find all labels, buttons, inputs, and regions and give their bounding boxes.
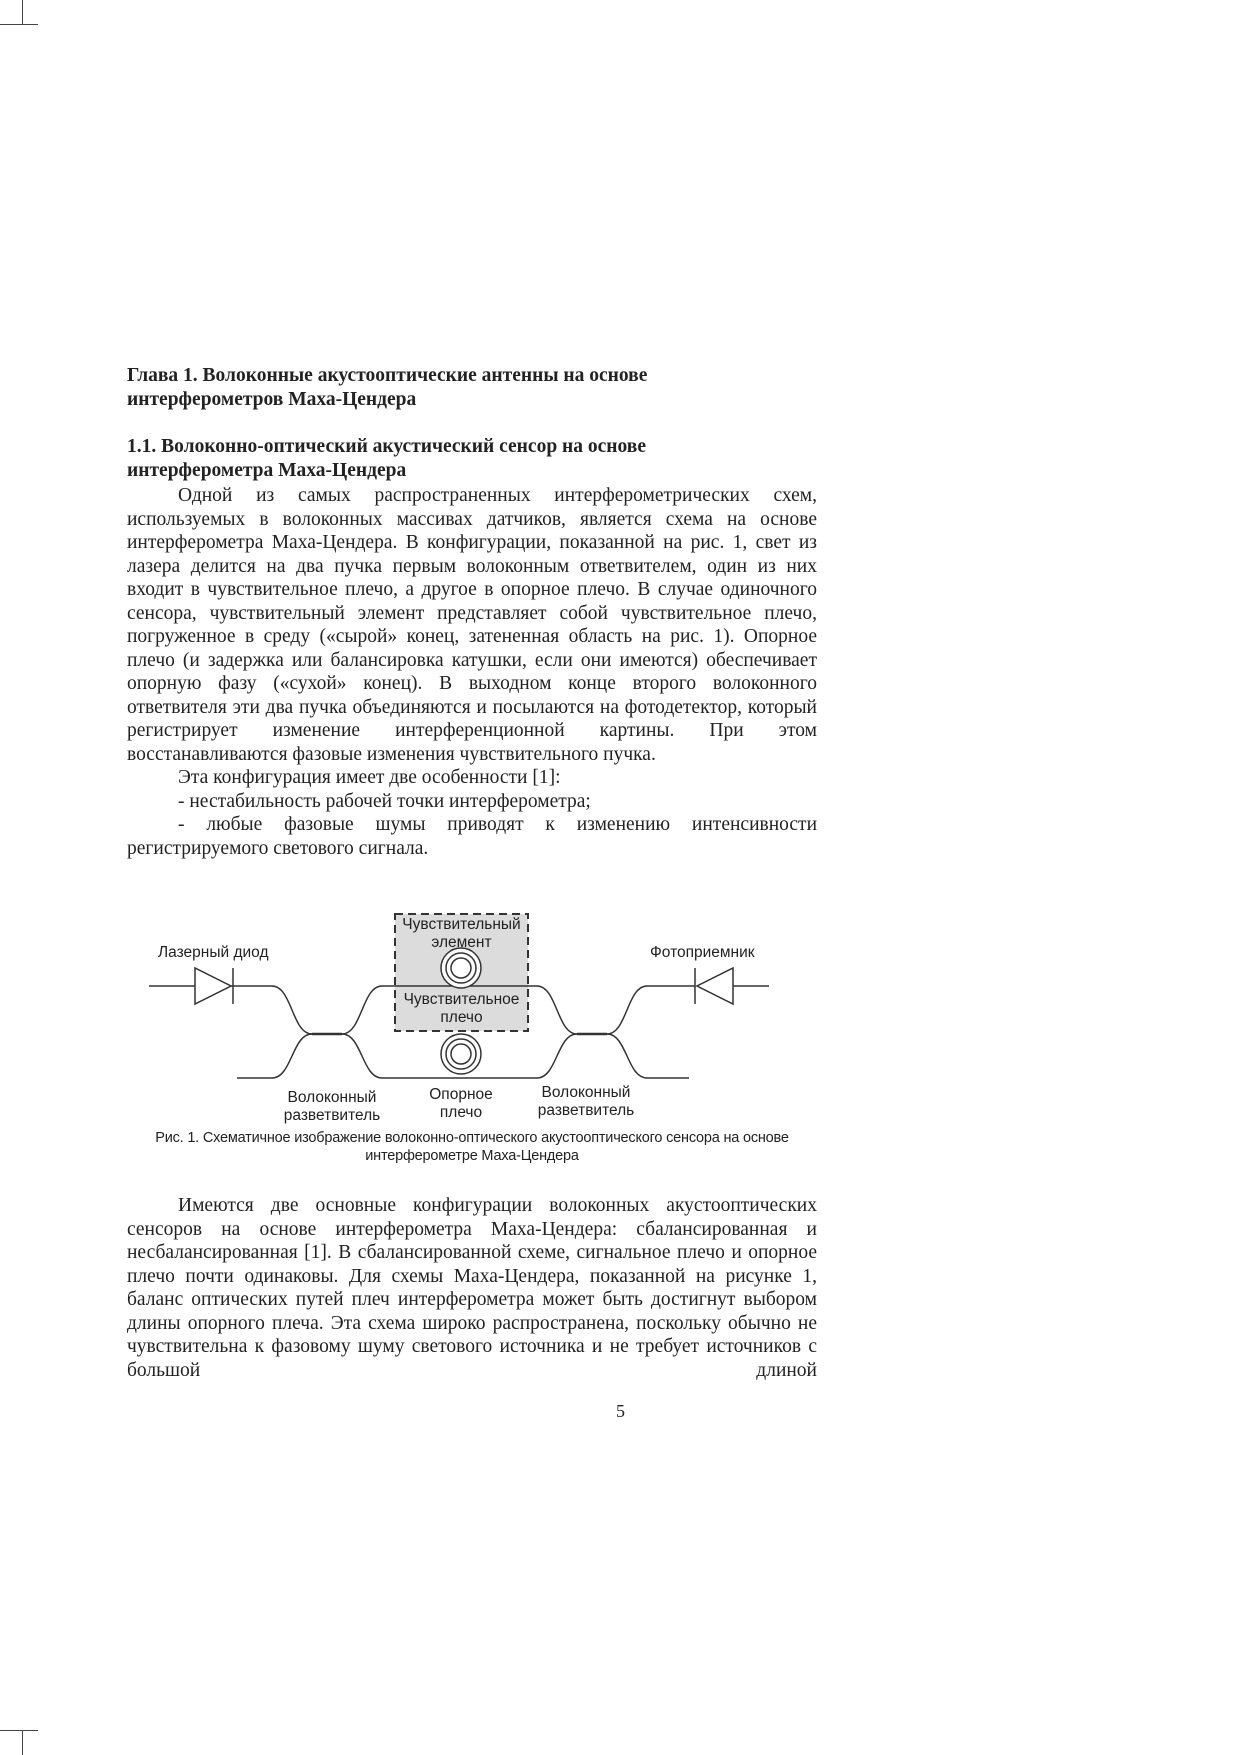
right-lower-output: [607, 1034, 689, 1078]
crop-mark-bottom-vertical: [22, 1730, 23, 1755]
left-coupler-label-line-1: Волоконный: [287, 1089, 377, 1106]
right-coupler-label: [536, 1084, 636, 1120]
laser-diode-label: Лазерный диод: [158, 944, 269, 961]
laser-fiber-to-coupler: [231, 986, 325, 1034]
body-text-bottom: [127, 1194, 817, 1382]
reference-coil: [441, 1034, 481, 1074]
paragraph-4: - любые фазовые шумы приводят к изменению интенсивности регистрируемого светового сигнала.: [127, 814, 817, 859]
paragraph-3: - нестабильность рабочей точки интерферометра;: [178, 790, 591, 812]
sensing-arm-label-line-2: плечо: [440, 1009, 483, 1026]
left-coupler-label-line-2: разветвитель: [283, 1107, 381, 1124]
chapter-title: [127, 364, 817, 412]
right-coupler-label-line-1: Волоконный: [541, 1084, 631, 1101]
paragraph-1: Одной из самых распространенных интерферометрических схем, используемых в волоконных массивах датчиков, является схема на основе интерферометра Маха-Цендера. В конфигурации, показанной на рис. 1, свет из лазера делится на два пучка первым волоконным ответвителем, один из них входит в чувствительное плечо, а другое в опорное плечо. В случае одиночного сенсора, чувствительный элемент представляет собой чувствительное плечо, погруженное в среду («сырой» конец, затененная область на рис. 1). Опорное плечо (и задержка или балансировка катушки, если они имеются) обеспечивает опорную фазу («сухой» конец). В выходном конце второго волоконного ответвителя эти два пучка объединяются и посылаются на фотодетектор, который регистрирует изменение интерференционной картины. При этом восстанавливаются фазовые изменения чувствительного пучка.: [127, 485, 817, 765]
right-coupler-label-line-2: разветвитель: [537, 1102, 635, 1119]
page-number: 5: [616, 1401, 625, 1421]
chapter-title-line-1: Глава 1. Волоконные акустооптические антенны на основе: [127, 365, 648, 386]
sensing-element-label: [395, 916, 528, 952]
paragraph-2: Эта конфигурация имеет две особенности [1]:: [178, 767, 561, 788]
sensing-arm-label-line-1: Чувствительное: [403, 991, 520, 1008]
figure-caption: [127, 1129, 817, 1165]
paragraph-5: Имеются две основные конфигурации волоконных акустооптических сенсоров на основе интерферометра Маха-Цендера: сбалансированная и несбалансированная [1]. В сбалансированной схеме, сигнальное плечо и опорное плечо почти одинаковы. Для схемы Маха-Цендера, показанной на рисунке 1, баланс оптических путей плеч интерферометра может быть достигнут выбором длины опорного плеча. Эта схема широко распространена, поскольку обычно не чувствительна к фазовому шуму светового источника и не требует источников с большой длиной: [127, 1195, 817, 1381]
photodetector-label: Фотоприемник: [650, 944, 755, 961]
left-lower-input: [237, 1034, 312, 1078]
right-upper-output: [607, 986, 695, 1034]
laser-diode-symbol: [195, 968, 231, 1004]
figure-caption-line-2: интерферометре Маха-Цендера: [365, 1148, 579, 1164]
crop-mark-top-vertical: [22, 0, 23, 24]
reference-arm-label-line-2: плечо: [439, 1104, 483, 1121]
section-title: [127, 435, 817, 483]
crop-mark-top-horizontal: [0, 24, 38, 25]
section-title-line-1: 1.1. Волоконно-оптический акустический сенсор на основе: [127, 436, 646, 457]
body-text-top: [127, 484, 817, 860]
sensing-element-label-line-2: элемент: [431, 934, 492, 951]
figure-caption-line-1: Рис. 1. Схематичное изображение волоконно-оптического акустооптического сенсора на основе: [155, 1130, 789, 1146]
section-title-line-2: интерферометра Маха-Цендера: [127, 460, 407, 481]
chapter-title-line-2: интерферометров Маха-Цендера: [127, 389, 417, 410]
crop-mark-bottom-horizontal: [0, 1730, 38, 1731]
sensing-arm-label: [395, 991, 528, 1027]
reference-arm-label-line-1: Опорное: [429, 1086, 493, 1103]
left-coupler-label: [282, 1089, 382, 1125]
sensing-coil: [441, 948, 481, 988]
reference-arm-label: [416, 1086, 506, 1122]
photodetector-symbol: [697, 968, 733, 1004]
sensing-element-label-line-1: Чувствительный: [402, 916, 521, 933]
